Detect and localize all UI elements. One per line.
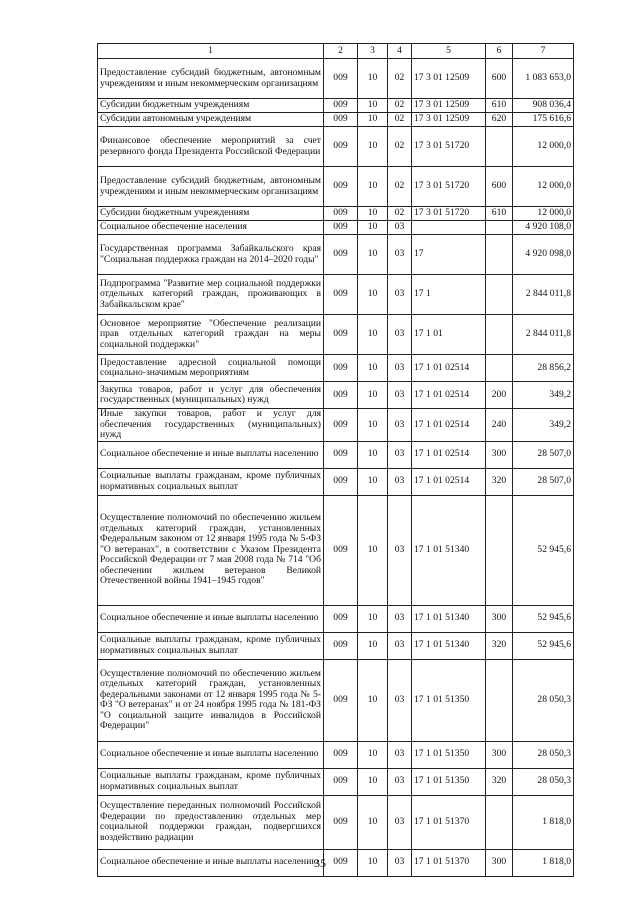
- row-name: Предоставление субсидий бюджетным, автономным учреждениям и иным некоммерческим организациям: [98, 167, 324, 207]
- row-code-subsection: 03: [388, 605, 412, 632]
- row-code-section: 10: [358, 605, 388, 632]
- row-amount: 52 945,6: [513, 632, 574, 659]
- row-code-target: 17 1 01 02514: [412, 382, 486, 409]
- row-code-section: 10: [358, 741, 388, 768]
- row-code-target: 17 3 01 12509: [412, 59, 486, 99]
- row-code-target: 17 1 01: [412, 315, 486, 355]
- row-code-section: 10: [358, 632, 388, 659]
- table-row: [98, 441, 574, 468]
- row-code-subsection: 03: [388, 632, 412, 659]
- table-row: [98, 127, 574, 167]
- row-name: Осуществление переданных полномочий Российской Федерации по предоставлению отдельных мер социальной поддержки граждан, подвергшихся воздействию радиации: [98, 795, 324, 849]
- row-amount: 28 507,0: [513, 468, 574, 495]
- row-code-target: 17 1 01 51370: [412, 795, 486, 849]
- row-code-section: 10: [358, 795, 388, 849]
- row-amount: 349,2: [513, 409, 574, 442]
- table-body: [98, 59, 574, 877]
- row-code-expense-type: [486, 659, 513, 741]
- budget-table: [97, 43, 574, 877]
- row-code-expense-type: [486, 221, 513, 235]
- row-code-subsection: 03: [388, 795, 412, 849]
- row-code-section: 10: [358, 99, 388, 113]
- row-name: Социальное обеспечение и иные выплаты населению: [98, 605, 324, 632]
- row-code-ministry: 009: [324, 409, 358, 442]
- row-code-expense-type: 610: [486, 207, 513, 221]
- row-amount: 349,2: [513, 382, 574, 409]
- table-row: [98, 495, 574, 605]
- header-cell: 7: [513, 44, 574, 59]
- row-amount: 4 920 108,0: [513, 221, 574, 235]
- row-code-target: 17 1 01 51370: [412, 849, 486, 876]
- row-name: Субсидии бюджетным учреждениям: [98, 99, 324, 113]
- row-amount: 4 920 098,0: [513, 235, 574, 275]
- row-amount: 175 616,6: [513, 113, 574, 127]
- row-code-target: 17 3 01 51720: [412, 167, 486, 207]
- table-row: [98, 741, 574, 768]
- table-row: [98, 167, 574, 207]
- row-code-target: 17 3 01 12509: [412, 99, 486, 113]
- row-code-ministry: 009: [324, 167, 358, 207]
- row-name: Предоставление субсидий бюджетным, автономным учреждениям и иным некоммерческим организациям: [98, 59, 324, 99]
- row-code-expense-type: 300: [486, 849, 513, 876]
- row-code-target: 17 1 01 02514: [412, 468, 486, 495]
- row-code-ministry: 009: [324, 849, 358, 876]
- row-code-ministry: 009: [324, 235, 358, 275]
- row-amount: 28 856,2: [513, 355, 574, 382]
- row-code-subsection: 03: [388, 355, 412, 382]
- row-amount: 28 050,3: [513, 659, 574, 741]
- row-code-subsection: 03: [388, 235, 412, 275]
- row-code-ministry: 009: [324, 741, 358, 768]
- row-name: Социальное обеспечение и иные выплаты населению: [98, 741, 324, 768]
- row-name: Осуществление полномочий по обеспечению жильем отдельных категорий граждан, установленных Федеральным законом от 12 января 1995 года № 5-ФЗ "О ветеранах", в соответствии с Указом Президента Российской Федерации от 7 мая 2008 года № 714 "Об обеспечении жильем ветеранов Великой Отечественной войны 1941–1945 годов": [98, 495, 324, 605]
- row-code-ministry: 009: [324, 441, 358, 468]
- page-number: 35: [314, 856, 326, 870]
- row-code-ministry: 009: [324, 632, 358, 659]
- row-code-section: 10: [358, 849, 388, 876]
- table-row: [98, 355, 574, 382]
- table-row: [98, 207, 574, 221]
- row-code-ministry: 009: [324, 795, 358, 849]
- row-code-ministry: 009: [324, 207, 358, 221]
- header-cell: 2: [324, 44, 358, 59]
- row-amount: 1 818,0: [513, 849, 574, 876]
- row-name: Социальное обеспечение и иные выплаты населению: [98, 849, 324, 876]
- row-code-target: 17 1 01 51340: [412, 605, 486, 632]
- table-row: [98, 632, 574, 659]
- row-name: Социальные выплаты гражданам, кроме публичных нормативных социальных выплат: [98, 768, 324, 795]
- row-code-expense-type: 300: [486, 441, 513, 468]
- row-code-ministry: 009: [324, 605, 358, 632]
- row-code-expense-type: 240: [486, 409, 513, 442]
- row-code-ministry: 009: [324, 59, 358, 99]
- row-code-target: 17 1 01 02514: [412, 355, 486, 382]
- row-code-subsection: 03: [388, 441, 412, 468]
- row-code-section: 10: [358, 768, 388, 795]
- row-code-subsection: 03: [388, 315, 412, 355]
- row-code-target: 17 3 01 12509: [412, 113, 486, 127]
- row-code-ministry: 009: [324, 113, 358, 127]
- row-name: Социальные выплаты гражданам, кроме публичных нормативных социальных выплат: [98, 468, 324, 495]
- row-code-target: 17: [412, 235, 486, 275]
- table-row: [98, 795, 574, 849]
- row-code-ministry: 009: [324, 468, 358, 495]
- row-code-section: 10: [358, 409, 388, 442]
- row-code-target: 17 1 01 51350: [412, 741, 486, 768]
- row-name: Иные закупки товаров, работ и услуг для обеспечения государственных (муниципальных) нужд: [98, 409, 324, 442]
- row-amount: 2 844 011,8: [513, 315, 574, 355]
- row-code-subsection: 02: [388, 113, 412, 127]
- table-row: [98, 113, 574, 127]
- row-code-section: 10: [358, 659, 388, 741]
- table-row: [98, 382, 574, 409]
- row-amount: 28 050,3: [513, 768, 574, 795]
- row-code-expense-type: 300: [486, 741, 513, 768]
- row-code-expense-type: [486, 795, 513, 849]
- header-row: [98, 44, 574, 59]
- row-code-section: 10: [358, 355, 388, 382]
- row-code-section: 10: [358, 207, 388, 221]
- row-name: Субсидии автономным учреждениям: [98, 113, 324, 127]
- row-amount: 1 818,0: [513, 795, 574, 849]
- row-code-expense-type: [486, 127, 513, 167]
- row-code-subsection: 03: [388, 849, 412, 876]
- row-code-target: 17 1 01 51340: [412, 632, 486, 659]
- row-amount: 12 000,0: [513, 127, 574, 167]
- row-code-target: 17 1 01 02514: [412, 441, 486, 468]
- row-code-target: 17 1 01 51350: [412, 768, 486, 795]
- row-code-section: 10: [358, 275, 388, 315]
- row-code-subsection: 03: [388, 468, 412, 495]
- row-name: Закупка товаров, работ и услуг для обеспечения государственных (муниципальных) нужд: [98, 382, 324, 409]
- row-code-ministry: 009: [324, 495, 358, 605]
- header-cell: 3: [358, 44, 388, 59]
- table-row: [98, 315, 574, 355]
- row-code-section: 10: [358, 441, 388, 468]
- row-code-subsection: 03: [388, 382, 412, 409]
- row-code-expense-type: 320: [486, 468, 513, 495]
- row-code-section: 10: [358, 59, 388, 99]
- row-code-expense-type: [486, 275, 513, 315]
- row-code-target: 17 1 01 51350: [412, 659, 486, 741]
- row-code-expense-type: 610: [486, 99, 513, 113]
- table-row: [98, 659, 574, 741]
- row-code-expense-type: 600: [486, 167, 513, 207]
- row-code-expense-type: [486, 495, 513, 605]
- row-code-target: 17 3 01 51720: [412, 127, 486, 167]
- row-code-expense-type: 320: [486, 768, 513, 795]
- table-row: [98, 409, 574, 442]
- row-name: Финансовое обеспечение мероприятий за счет резервного фонда Президента Российской Федерации: [98, 127, 324, 167]
- row-code-ministry: 009: [324, 127, 358, 167]
- row-code-subsection: 02: [388, 59, 412, 99]
- row-amount: 12 000,0: [513, 207, 574, 221]
- row-amount: 1 083 653,0: [513, 59, 574, 99]
- table-row: [98, 768, 574, 795]
- row-code-subsection: 02: [388, 167, 412, 207]
- row-code-target: 17 1 01 51340: [412, 495, 486, 605]
- table-row: [98, 468, 574, 495]
- row-amount: 2 844 011,8: [513, 275, 574, 315]
- row-code-expense-type: 300: [486, 605, 513, 632]
- row-code-subsection: 03: [388, 659, 412, 741]
- row-code-section: 10: [358, 495, 388, 605]
- row-code-section: 10: [358, 382, 388, 409]
- row-code-ministry: 009: [324, 659, 358, 741]
- row-code-subsection: 02: [388, 207, 412, 221]
- row-amount: 28 507,0: [513, 441, 574, 468]
- header-cell: 6: [486, 44, 513, 59]
- row-code-subsection: 02: [388, 127, 412, 167]
- row-code-section: 10: [358, 127, 388, 167]
- row-code-expense-type: 200: [486, 382, 513, 409]
- row-code-section: 10: [358, 235, 388, 275]
- row-name: Основное мероприятие "Обеспечение реализации прав отдельных категорий граждан на меры социальной поддержки": [98, 315, 324, 355]
- header-cell: 1: [98, 44, 324, 59]
- row-code-target: [412, 221, 486, 235]
- row-code-expense-type: 600: [486, 59, 513, 99]
- row-code-subsection: 03: [388, 221, 412, 235]
- row-code-expense-type: [486, 355, 513, 382]
- row-code-ministry: 009: [324, 768, 358, 795]
- row-code-subsection: 03: [388, 741, 412, 768]
- row-code-subsection: 03: [388, 275, 412, 315]
- row-code-subsection: 03: [388, 495, 412, 605]
- row-code-ministry: 009: [324, 99, 358, 113]
- row-code-section: 10: [358, 315, 388, 355]
- row-code-expense-type: [486, 235, 513, 275]
- row-code-section: 10: [358, 113, 388, 127]
- table-row: [98, 605, 574, 632]
- table-row: [98, 235, 574, 275]
- row-code-ministry: 009: [324, 382, 358, 409]
- row-code-section: 10: [358, 167, 388, 207]
- row-amount: 908 036,4: [513, 99, 574, 113]
- row-code-ministry: 009: [324, 315, 358, 355]
- row-name: Предоставление адресной социальной помощи социально-значимым мероприятиям: [98, 355, 324, 382]
- row-code-expense-type: [486, 315, 513, 355]
- table-row: [98, 275, 574, 315]
- row-code-subsection: 03: [388, 409, 412, 442]
- table-row: [98, 99, 574, 113]
- row-amount: 52 945,6: [513, 495, 574, 605]
- row-name: Социальное обеспечение населения: [98, 221, 324, 235]
- row-code-subsection: 02: [388, 99, 412, 113]
- row-name: Осуществление полномочий по обеспечению жильем отдельных категорий граждан, установленных федеральными законами от 12 января 1995 года № 5-ФЗ "О ветеранах" и от 24 ноября 1995 года № 181-ФЗ "О социальной защите инвалидов в Российской Федерации": [98, 659, 324, 741]
- row-name: Социальное обеспечение и иные выплаты населению: [98, 441, 324, 468]
- header-cell: 5: [412, 44, 486, 59]
- row-code-ministry: 009: [324, 355, 358, 382]
- row-code-expense-type: 620: [486, 113, 513, 127]
- row-code-section: 10: [358, 468, 388, 495]
- table-row: [98, 221, 574, 235]
- table-row: [98, 59, 574, 99]
- row-code-target: 17 1 01 02514: [412, 409, 486, 442]
- row-code-subsection: 03: [388, 768, 412, 795]
- row-code-target: 17 3 01 51720: [412, 207, 486, 221]
- row-code-ministry: 009: [324, 275, 358, 315]
- header-cell: 4: [388, 44, 412, 59]
- row-name: Государственная программа Забайкальского края "Социальная поддержка граждан на 2014–2020 годы": [98, 235, 324, 275]
- row-code-expense-type: 320: [486, 632, 513, 659]
- row-name: Субсидии бюджетным учреждениям: [98, 207, 324, 221]
- row-name: Социальные выплаты гражданам, кроме публичных нормативных социальных выплат: [98, 632, 324, 659]
- row-code-target: 17 1: [412, 275, 486, 315]
- row-amount: 28 050,3: [513, 741, 574, 768]
- row-amount: 52 945,6: [513, 605, 574, 632]
- row-amount: 12 000,0: [513, 167, 574, 207]
- row-code-section: 10: [358, 221, 388, 235]
- row-name: Подпрограмма "Развитие мер социальной поддержки отдельных категорий граждан, проживающих в Забайкальском крае": [98, 275, 324, 315]
- row-code-ministry: 009: [324, 221, 358, 235]
